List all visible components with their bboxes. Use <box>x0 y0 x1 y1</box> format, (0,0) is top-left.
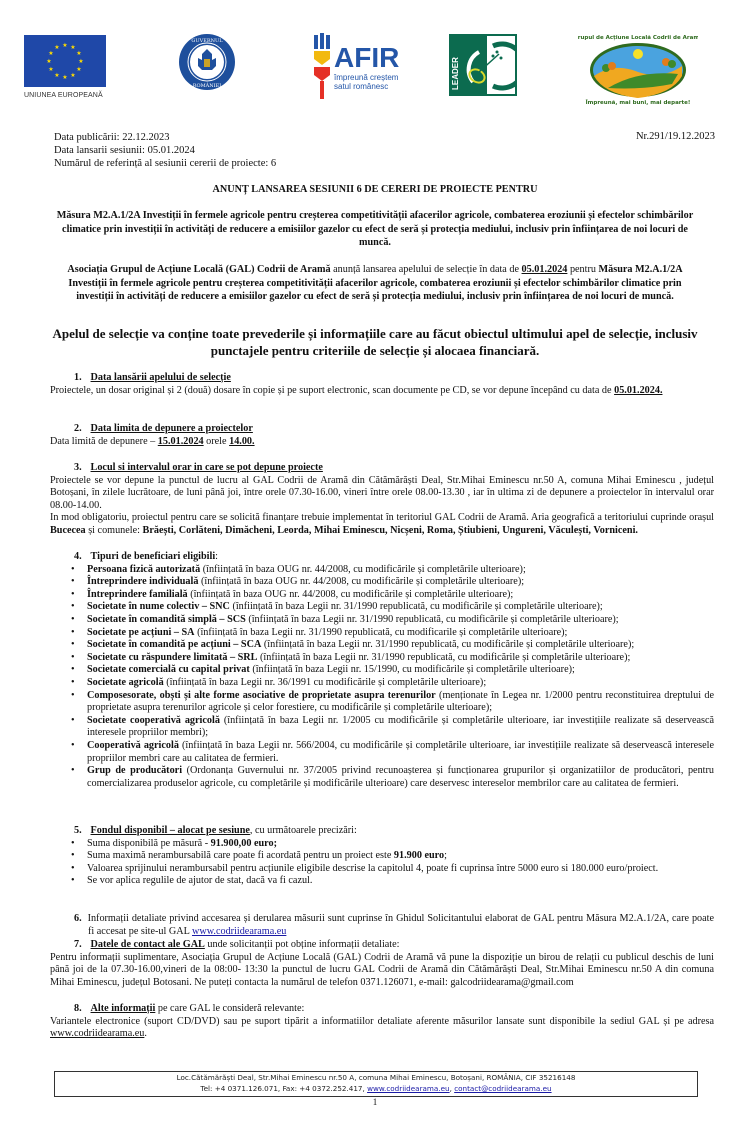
section-3-location-text: Proiectele se vor depune la punctul de lucru al GAL Codrii de Aramă din Cătămărăști Deal, Str.Mihai Eminescu nr.50 A, comuna Mihai Eminescu , județul Botoșani, în zilele lucrătoare, de luni până joi, între orele 07.30-16.00, vineri între orele 08.00-13.30 , iar în ultima zi de depunere a proiectelor în intervalul orar 08.00-14.00. <box>50 474 714 511</box>
list-item: • Suma maximă nerambursabilă care poate fi acordată pentru un proiect este 91.900 euro; <box>50 850 714 863</box>
svg-text:GUVERNUL: GUVERNUL <box>191 38 223 44</box>
contact-details-text: Pentru informații suplimentare, Asociația Grupul de Acțiune Locală (GAL) Codrii de Aramă vă pune la dispoziție un birou de relații cu publicul deschis de luni până joi de la 07.30-16.00,vineri de la 08:00- 13:30 la punctul de lucru GAL Codrii de Aramă din Cătămărăști Deal, Str.Mihai Eminescu nr.50 A din comuna Mihai Eminescu, județul Botosani. Ne puteți contacta la numărul de telefon 0371.126071, e-mail: galcodriidearama@gmail.com <box>50 951 714 988</box>
section-8: 8. Alte informații pe care GAL le consideră relevante: Variantele electronice (suport CD/DVD) sau pe suport tipărit a informatiilor detaliate aferente măsurilor lansate sunt disponibile la sediul GAL și pe adresa www.codriidearama.eu. <box>50 1003 714 1040</box>
list-item: • Societate cooperativă agricolă (înființată în baza Legii nr. 1/2005 cu modificările și completările ulterioare, iar investițiile realizate să deservească interesele propriilor membri); <box>50 715 714 740</box>
deadline-date: 15.01.2024 <box>157 435 204 447</box>
list-item: • Composesorate, obști și alte forme asociative de proprietate asupra terenurilor (menționate în Legea nr. 1/2000 pentru reconstituirea dreptului de proprietate asupra terenurilor agricole și celor forestiere, cu modificările și completările ulterioare); <box>50 690 714 715</box>
registration-number: Nr.291/19.12.2023 <box>635 131 715 142</box>
town-name: Bucecea <box>50 524 86 536</box>
svg-text:★: ★ <box>48 66 54 73</box>
list-item: • Societate agricolă (înființată în baza Legii nr. 36/1991 cu modificările și completările ulterioare); <box>50 677 714 690</box>
section-2: 2. Data limita de depunere a proiectelor Data limită de depunere – 15.01.2024 orele 14.00. <box>50 423 255 447</box>
list-item: • Societate cu răspundere limitată – SRL (înființată în baza Legii nr. 31/1990 republicată, cu modificările și completările ulterioare); <box>50 652 714 665</box>
list-item: • Întreprindere individuală (înființată în baza OUG nr. 44/2008, cu modificările și completările ulterioare); <box>50 576 714 589</box>
section-8-title: Alte informații <box>90 1003 156 1014</box>
svg-text:★: ★ <box>46 58 52 65</box>
afir-tagline-2: satul românesc <box>334 82 389 91</box>
svg-text:★: ★ <box>78 58 84 65</box>
list-item: • Valoarea sprijinului nerambursabil pentru acțiunile eligibile descrise la capitolul 4, poate fi cuprinsa între 5000 euro si 180.000 euro/proiect. <box>50 863 714 876</box>
session-launch-date: Data lansarii sesiunii: 05.01.2024 <box>54 145 195 156</box>
section-1-title: Data lansării apelului de selecție <box>90 372 231 383</box>
publication-date: Data publicării: 22.12.2023 <box>54 132 170 143</box>
svg-text:Împreună, mai buni, mai depart: Împreună, mai buni, mai departe! <box>585 100 691 106</box>
svg-text:ROMÂNIEI: ROMÂNIEI <box>192 83 222 89</box>
svg-text:Grupul de Acțiune Locală Codri: Grupul de Acțiune Locală Codrii de Aramă <box>578 35 698 41</box>
fund-details-list <box>50 838 714 888</box>
beneficiary-list <box>50 564 714 791</box>
section-4-title: Tipuri de beneficiari eligibili <box>90 551 216 562</box>
section-3-title: Locul si intervalul orar in care se pot depune proiecte <box>90 462 323 473</box>
list-item: • Cooperativă agricolă (înființată în baza Legii nr. 566/2004, cu modificările și completările ulterioare, iar investițiile realizate să deservească interesele propriilor membri care au calitatea de fermieri. <box>50 740 714 765</box>
gal-address-link[interactable]: www.codriidearama.eu <box>50 1028 145 1040</box>
page-number: 1 <box>372 1097 378 1107</box>
announce-measure: Măsura M2.A.1/2A Investiții în fermele agricole pentru creșterea competitivității afacerilor agricole, combaterea eroziunii și efectelor schimbărilor climatice prin investiții în activități de reducere a emisiilor gazelor cu efect de seră și protecția mediului, inclusiv prin înființarea de noi locuri de muncă. <box>68 264 683 302</box>
leader-logo-icon <box>449 34 517 96</box>
announce-date: 05.01.2024 <box>521 264 568 275</box>
list-item: • Suma disponibilă pe măsură - 91.900,00 euro; <box>50 838 714 851</box>
eu-logo <box>24 35 106 99</box>
list-item: • Grup de producători (Ordonanța Guvernului nr. 37/2005 privind recunoașterea și funcționarea grupurilor și organizatiilor de producători, pentru comercializarea produselor agricole, cu completările și modificările ulterioare) care deservesc intereselor membrilor care au calitatea de fermieri. <box>50 765 714 790</box>
svg-text:★: ★ <box>62 74 68 81</box>
svg-text:★: ★ <box>48 50 54 57</box>
svg-text:★: ★ <box>54 72 60 79</box>
list-item: • Persoana fizică autorizată (înființată în baza OUG nr. 44/2008, cu modificările și completările ulterioare); <box>50 564 714 577</box>
call-note: Apelul de selecție va conține toate prevederile și informațiile care au făcut obiectul ultimului apel de selecție, inclusiv punctajele pentru criteriile de selecție și alocaea financiară. <box>52 326 698 358</box>
session-reference-number: Numărul de referință al sesiunii cererii de proiecte: 6 <box>54 158 277 169</box>
section-3: 3. Locul si intervalul orar in care se pot depune proiecte Proiectele se vor depune la punctul de lucru al GAL Codrii de Aramă din Cătămărăști Deal, Str.Mihai Eminescu nr.50 A, comuna Mihai Eminescu , județul Botoșani, în zilele lucrătoare, de luni până joi, între orele 07.30-16.00, vineri între orele 08.00-13.30 , iar în ultima zi de depunere a proiectelor în intervalul orar 08.00-14.00. In mod obligatoriu, proiectul pentru care se solicită finanțare trebuie implementat în teritoriul GAL Codrii de Aramă. Aria geografică a teritoriului cuprinde orașul Bucecea și comunele: Brăești, Corlăteni, Dimăcheni, Leorda, Mihai Eminescu, Nicșeni, Roma, Știubieni, Ungureni, Văculești, Vorniceni. <box>50 462 714 536</box>
section-1-text: Proiectele, un dosar original și 2 (două) dosare în copie și pe suport electronic, scan documente pe CD, se vor depune începând cu data de <box>50 384 615 396</box>
footer-email-link[interactable]: contact@codriidearama.eu <box>454 1084 552 1093</box>
list-item: • Societate pe acțiuni – SA (înființată în baza Legii nr. 31/1990 republicată, cu modificarile și completările ulterioare); <box>50 627 714 640</box>
section-1-date: 05.01.2024. <box>614 384 663 396</box>
svg-text:★: ★ <box>70 72 76 79</box>
measure-title: Măsura M2.A.1/2A Investiții în fermele agricole pentru creșterea competitivității afacerilor agricole, combaterea eroziunii și efectelor schimbărilor climatice prin investiții în activități de reducere a emisiilor gazelor cu efect de seră și protecția mediului, inclusiv prin înființarea de noi locuri de muncă. <box>56 210 694 248</box>
gal-organization-name: Asociația Grupul de Acțiune Locală (GAL) Codrii de Aramă <box>67 264 331 275</box>
list-item: • Societate comercială cu capital privat (înființată în baza Legii nr. 15/1990, cu modificările și completările ulterioare); <box>50 664 714 677</box>
list-item: • Întreprindere familială (înființată în baza OUG nr. 44/2008, cu modificările și completările ulterioare); <box>50 589 714 602</box>
section-6: 6. Informații detaliate privind accesarea și derularea măsurii sunt cuprinse în Ghidul Solicitantului elaborat de GAL pentru Măsura M2.A.1/2A, care poate fi accesat pe site-ul GAL www.codriidearama.eu <box>74 913 715 937</box>
svg-text:★: ★ <box>54 44 60 51</box>
section-1: 1. Data lansării apelului de selecție Proiectele, un dosar original și 2 (două) dosare în copie și pe suport electronic, scan documente pe CD, se vor depune începând cu data de 05.01.2024. <box>50 372 663 396</box>
gal-website-link[interactable]: www.codriidearama.eu <box>192 925 287 937</box>
communes-list: Brăești, Corlăteni, Dimăcheni, Leorda, Mihai Eminescu, Nicșeni, Roma, Știubieni, Ungureni, Văculești, Vorniceni. <box>142 524 638 536</box>
logo-bar <box>0 30 750 110</box>
announcement-paragraph: Asociația Grupul de Acțiune Locală (GAL) Codrii de Aramă anunță lansarea apelului de selecție în data de 05.01.2024 pentru Măsura M2.A.1/2A Investiții în fermele agricole pentru creșterea competitivității afacerilor agricole, combaterea eroziunii și efectelor schimbărilor climatice prin investiții în activități de reducere a emisiilor gazelor cu efect de seră și protecția mediului, inclusiv prin înființarea de noi locuri de muncă. <box>67 264 683 302</box>
section-5-title: Fondul disponibil – alocat pe sesiune <box>90 825 250 836</box>
section-7-title: Datele de contact ale GAL <box>90 939 205 950</box>
svg-text:★: ★ <box>76 50 82 57</box>
section-7: 7. Datele de contact ale GAL unde solicitanții pot obține informații detaliate: Pentru informații suplimentare, Asociația Grupul de Acțiune Locală (GAL) Codrii de Aramă vă pune la dispoziție un birou de relații cu publicul deschis de luni până joi de la 07.30-16.00,vineri de la 08:00- 13:30 la punctul de lucru GAL Codrii de Aramă din Cătămărăști Deal, Str.Mihai Eminescu nr.50 A din comuna Mihai Eminescu, județul Botosani. Ne puteți contacta la numărul de telefon 0371.126071, e-mail: galcodriidearama@gmail.com <box>50 939 714 988</box>
eu-caption: UNIUNEA EUROPEANĂ <box>24 92 103 99</box>
footer-website-link[interactable]: www.codriidearama.eu <box>367 1084 450 1093</box>
afir-logo <box>312 33 402 101</box>
afir-tagline-1: împreună creștem <box>334 73 399 82</box>
svg-text:★: ★ <box>70 44 76 51</box>
document-meta <box>54 131 276 170</box>
eu-flag-icon <box>24 35 106 87</box>
romanian-government-seal-icon <box>178 33 236 91</box>
svg-text:★: ★ <box>62 42 68 49</box>
gal-codrii-de-arama-logo-icon <box>578 30 698 106</box>
list-item: • Societate în comandită simplă – SCS (înființată în baza Legii nr. 31/1990 republicată, cu modificările și completările ulterioare); <box>50 614 714 627</box>
svg-text:LEADER: LEADER <box>451 57 460 90</box>
section-2-title: Data limita de depunere a proiectelor <box>90 423 253 434</box>
section-5: 5. Fondul disponibil – alocat pe sesiune, cu următoarele precizări: • Suma disponibilă pe măsură - 91.900,00 euro; • Suma maximă nerambursabilă care poate fi acordată pentru un proiect este 91.900 euro; • Valoarea sprijinului nerambursabil pentru acțiunile eligibile descrise la capitolul 4, poate fi cuprinsa între 5000 euro si 180.000 euro/proiect. • Se vor aplica regulile de ajutor de stat, dacă va fi cazul. <box>50 825 714 888</box>
list-item: • Societate în nume colectiv – SNC (înființată în baza Legii nr. 31/1990 republicată, cu modificările și completările ulterioare); <box>50 601 714 614</box>
list-item: • Societate în comandită pe acțiuni – SCA (înființată în baza Legii nr. 31/1990 republicată, cu modificările și completările ulterioare); <box>50 639 714 652</box>
document-title: ANUNȚ LANSAREA SESIUNII 6 DE CERERI DE PROIECTE PENTRU <box>212 184 538 195</box>
svg-text:★: ★ <box>76 66 82 73</box>
list-item: • Se vor aplica regulile de ajutor de stat, dacă va fi cazul. <box>50 875 714 888</box>
svg-text:AFIR: AFIR <box>334 42 400 73</box>
section-4: 4. Tipuri de beneficiari eligibili: • Persoana fizică autorizată (înființată în baza OUG nr. 44/2008, cu modificările și completările ulterioare); • Întreprindere individuală (înființată în baza OUG nr. 44/2008, cu modificările și completările ulterioare); • Întreprindere familială (înființată în baza OUG nr. 44/2008, cu modificările și completările ulterioare); • Societate în nume colectiv – SNC (înființată în baza Legii nr. 31/1990 republicată, cu modificările și completările ulterioare); • Societate în comandită simplă – SCS (înființată în baza Legii nr. 31/1990 republicată, cu modificările și completările ulterioare); • Societate pe acțiuni – SA (înființată în baza Legii nr. 31/1990 republicată, cu modificarile și completările ulterioare); • Societate în comandită pe acțiuni – SCA (înființată în baza Legii nr. 31/1990 republicată, cu modificările și completările ulterioare); • Societate cu răspundere limitată – SRL (înființată în baza Legii nr. 31/1990 republicată, cu modificările și completările ulterioare); • Societate comercială cu capital privat (înființată în baza Legii nr. 15/1990, cu modificările și completările ulterioare); • Societate agricolă (înființată în baza Legii nr. 36/1991 cu modificările și completările ulterioare); • Composesorate, obști și alte forme asociative de proprietate asupra terenurilor (menționate în Legea nr. 1/2000 pentru reconstituirea dreptului de proprietate asupra terenurilor agricole și celor forestiere, cu modificările și completările ulterioare); • Societate cooperativă agricolă (înființată în baza Legii nr. 1/2005 cu modificările și completările ulterioare, iar investițiile realizate să deservească interesele propriilor membri); • Cooperativă agricolă (înființată în baza Legii nr. 566/2004, cu modificările și completările ulterioare, iar investițiile realizate să deservească interesele propriilor membri care au calitatea de fermieri. • Grup de producători (Ordonanța Guvernului nr. 37/2005 privind recunoașterea și funcționarea grupurilor și organizatiilor de producători, pentru comercializarea produselor agricole, cu completările și modificările ulterioare) care deservesc intereselor membrilor care au calitatea de fermieri. <box>50 551 714 790</box>
deadline-hour: 14.00. <box>229 435 255 447</box>
footer-address: Loc.Cătămărăști Deal, Str.Mihai Eminescu nr.50 A, comuna Mihai Eminescu, Botoșani, ROMÂNIA, CIF 35216148 <box>176 1073 576 1082</box>
page-footer: Loc.Cătămărăști Deal, Str.Mihai Eminescu nr.50 A, comuna Mihai Eminescu, Botoșani, ROMÂNIA, CIF 35216148 Tel: +4 0371.126.071, Fax: +4 0372.252.417, www.codriidearama.eu, contact@codriidearama.eu <box>54 1071 698 1097</box>
